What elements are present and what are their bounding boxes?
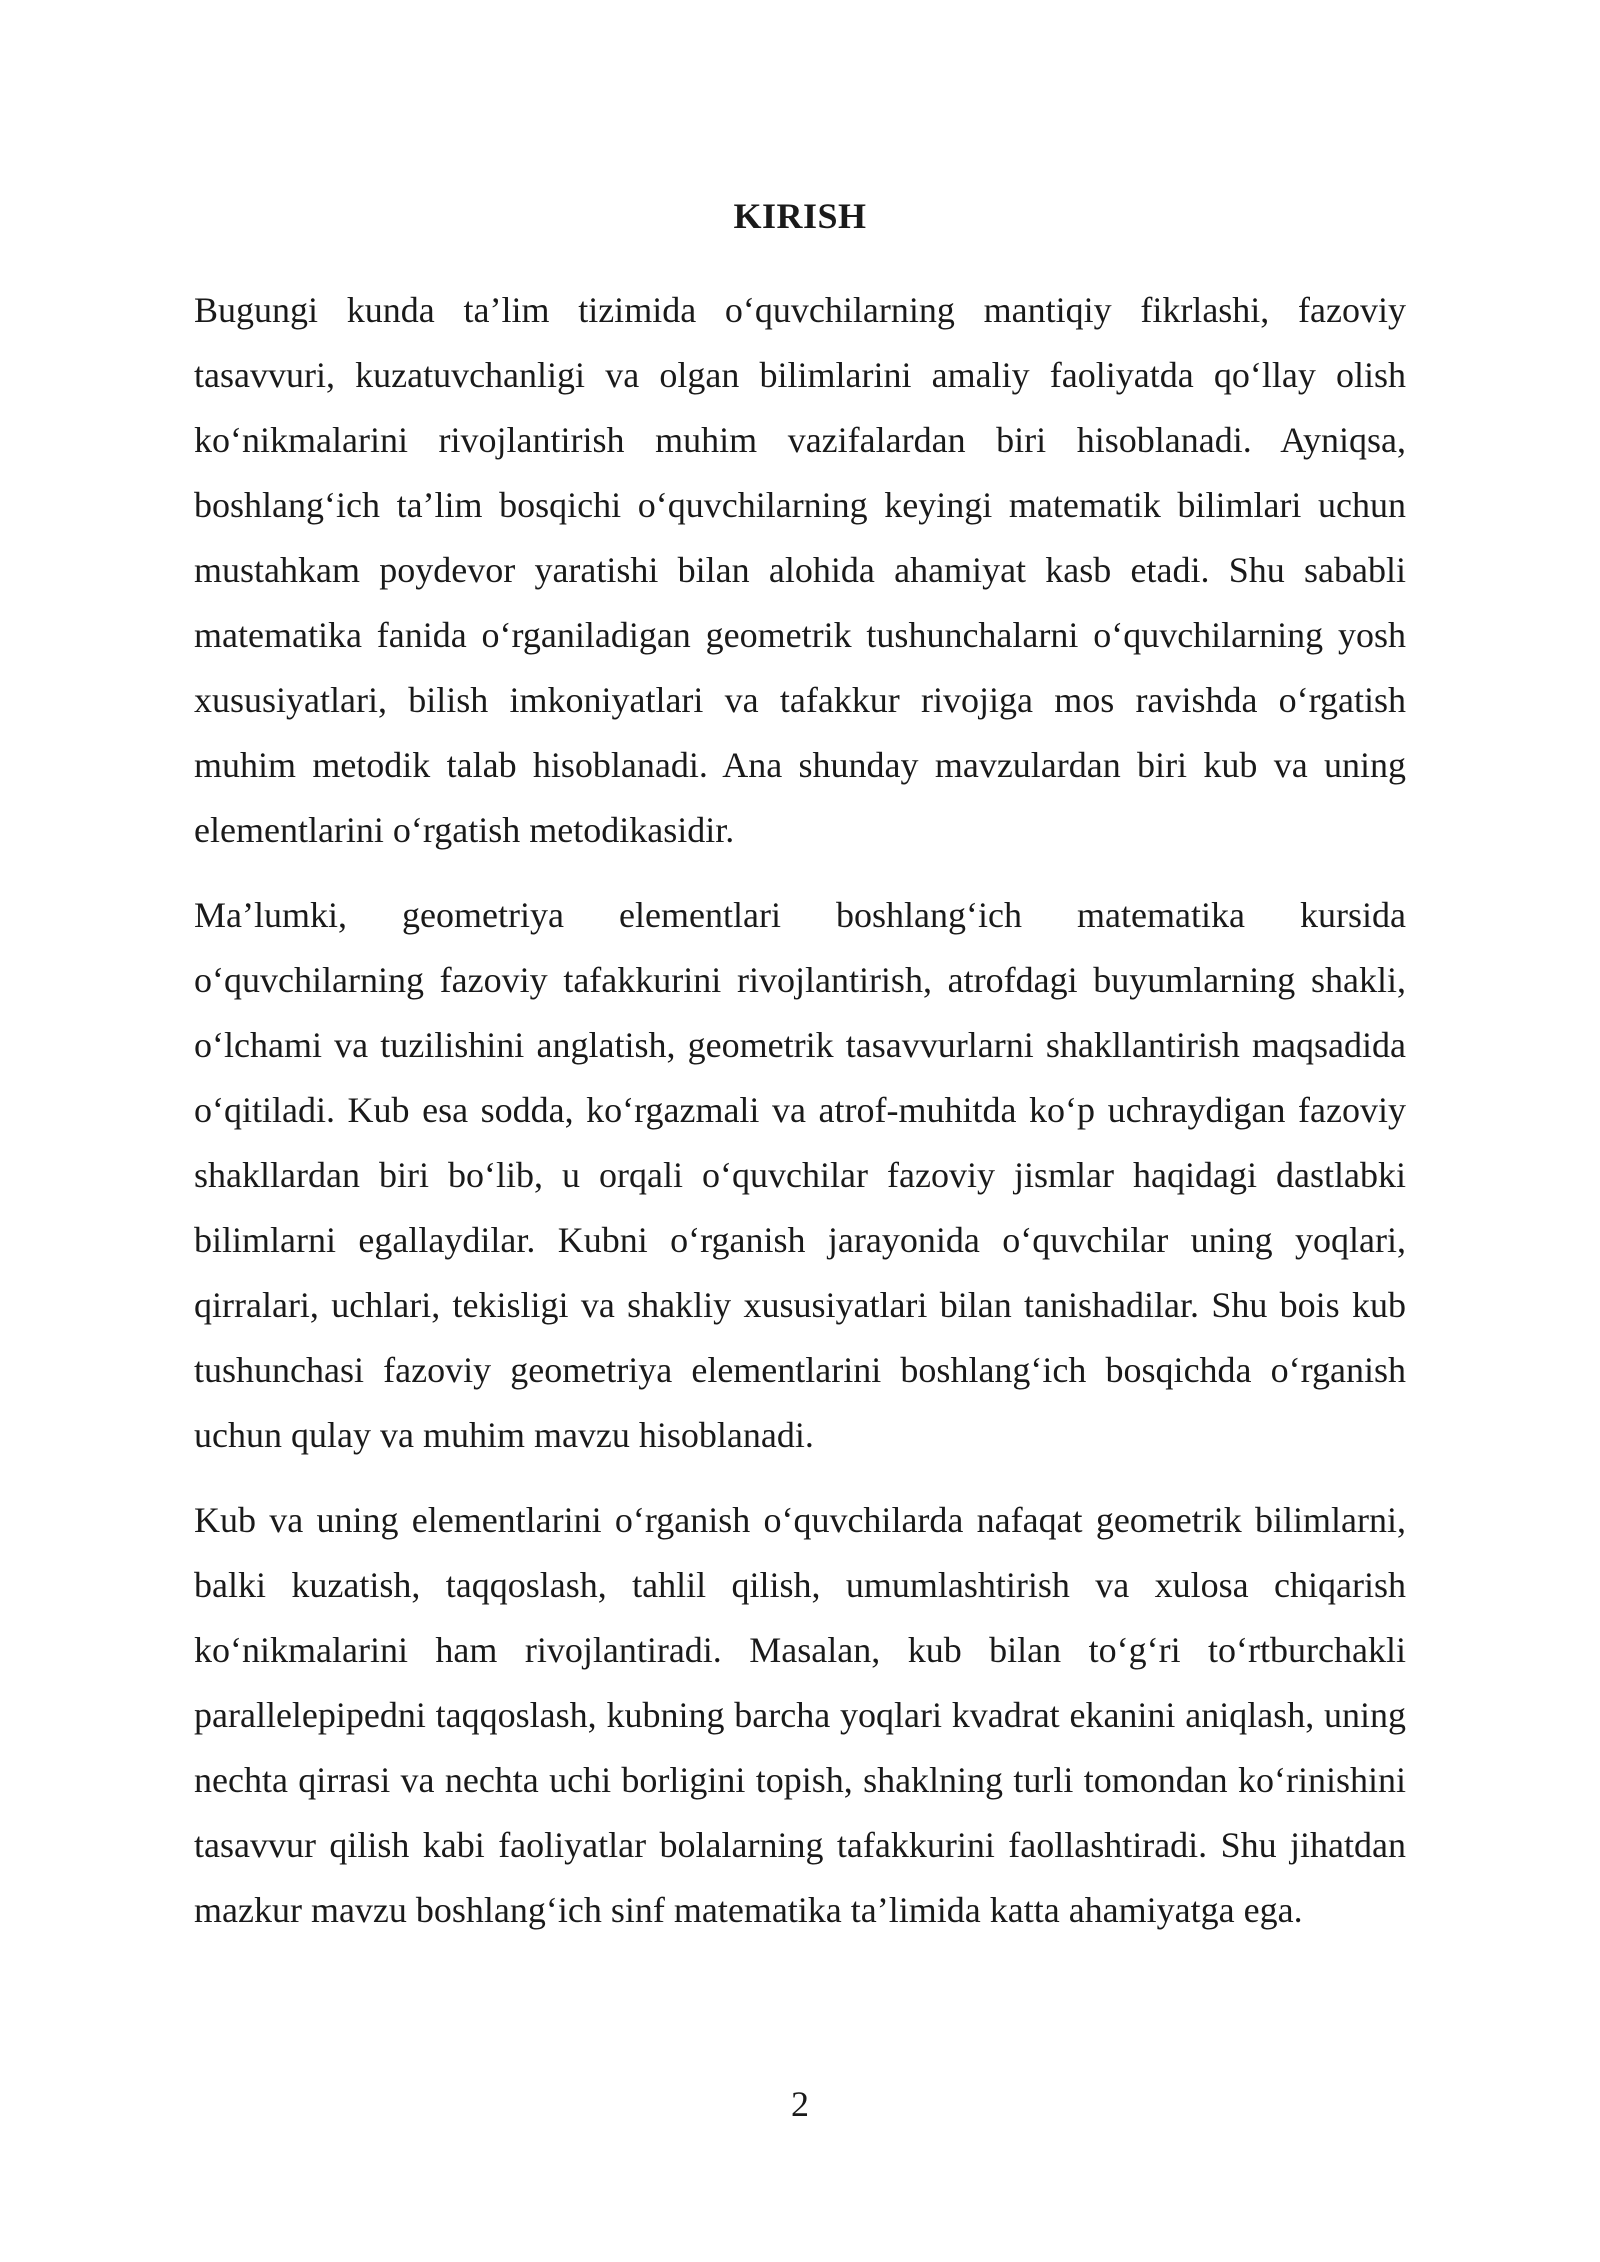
paragraph-3: Kub va uning elementlarini o‘rganish o‘quvchilarda nafaqat geometrik bilimlarni, balki kuzatish, taqqoslash, tahlil qilish, umumlashtirish va xulosa chiqarish ko‘nikmalarini ham rivojlantiradi. Masalan, kub bilan to‘g‘ri to‘rtburchakli parallelepipedni taqqoslash, kubning barcha yoqlari kvadrat ekanini aniqlash, uning nechta qirrasi va nechta uchi borligini topish, shaklning turli tomondan ko‘rinishini tasavvur qilish kabi faoliyatlar bolalarning tafakkurini faollashtiradi. Shu jihatdan mazkur mavzu boshlang‘ich sinf matematika ta’limida katta ahamiyatga ega. [194,1500,1406,1930]
page-number: 2 [791,2084,809,2124]
body-text [194,278,1406,1963]
page-title: KIRISH [733,196,867,236]
paragraph-1: Bugungi kunda ta’lim tizimida o‘quvchilarning mantiqiy fikrlashi, fazoviy tasavvuri, kuzatuvchanligi va olgan bilimlarini amaliy faoliyatda qo‘llay olish ko‘nikmalarini rivojlantirish muhim vazifalardan biri hisoblanadi. Ayniqsa, boshlang‘ich ta’lim bosqichi o‘quvchilarning keyingi matematik bilimlari uchun mustahkam poydevor yaratishi bilan alohida ahamiyat kasb etadi. Shu sababli matematika fanida o‘rganiladigan geometrik tushunchalarni o‘quvchilarning yosh xususiyatlari, bilish imkoniyatlari va tafakkur rivojiga mos ravishda o‘rgatish muhim metodik talab hisoblanadi. Ana shunday mavzulardan biri kub va uning elementlarini o‘rgatish metodikasidir. [194,290,1406,850]
paragraph-2: Ma’lumki, geometriya elementlari boshlang‘ich matematika kursida o‘quvchilarning fazoviy tafakkurini rivojlantirish, atrofdagi buyumlarning shakli, o‘lchami va tuzilishini anglatish, geometrik tasavvurlarni shakllantirish maqsadida o‘qitiladi. Kub esa sodda, ko‘rgazmali va atrof-muhitda ko‘p uchraydigan fazoviy shakllardan biri bo‘lib, u orqali o‘quvchilar fazoviy jismlar haqidagi dastlabki bilimlarni egallaydilar. Kubni o‘rganish jarayonida o‘quvchilar uning yoqlari, qirralari, uchlari, tekisligi va shakliy xususiyatlari bilan tanishadilar. Shu bois kub tushunchasi fazoviy geometriya elementlarini boshlang‘ich bosqichda o‘rganish uchun qulay va muhim mavzu hisoblanadi. [194,895,1406,1455]
